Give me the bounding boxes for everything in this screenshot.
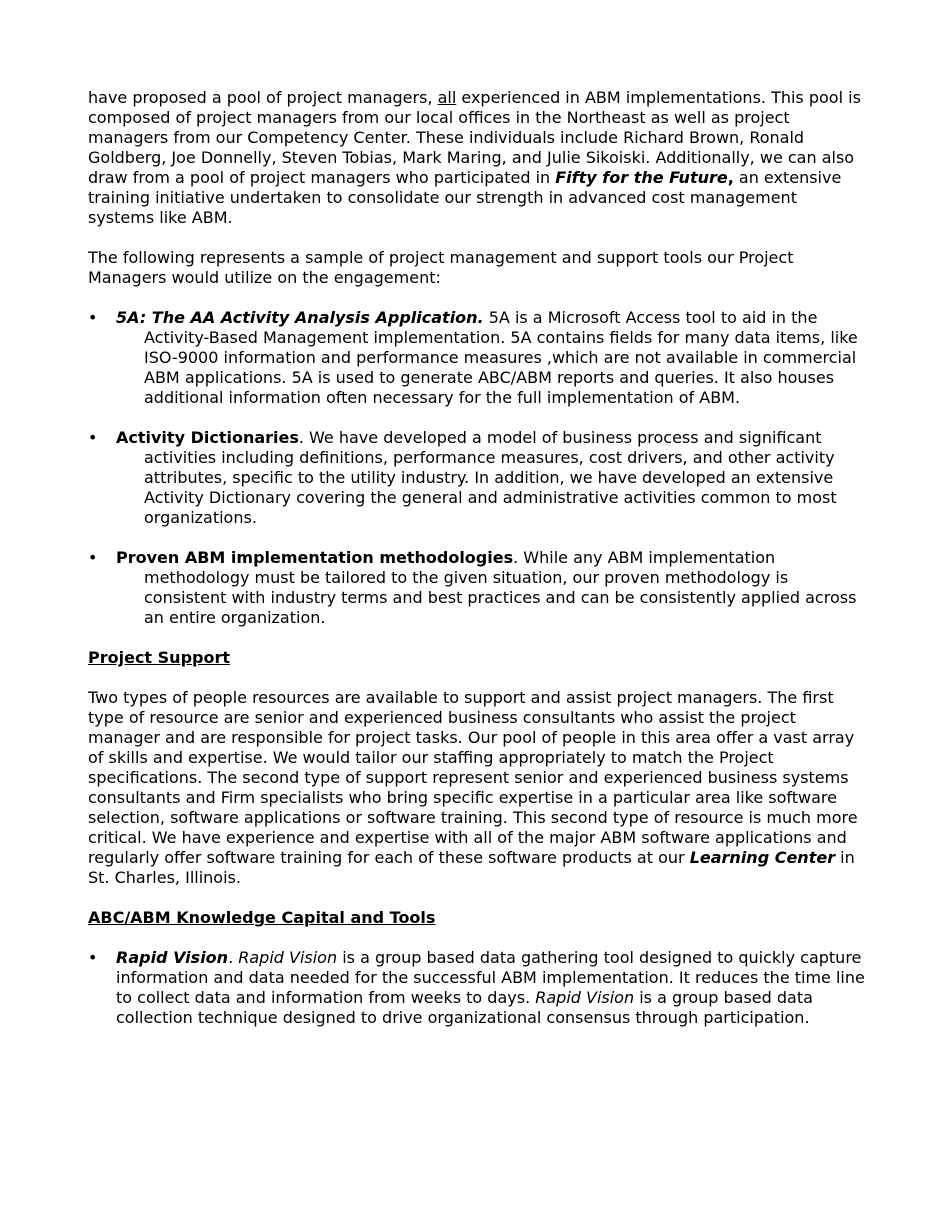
bullet-icon: •	[88, 428, 98, 447]
tool-item-5a	[88, 308, 868, 408]
tools-intro-paragraph: The following represents a sample of project management and support tools our Project Managers would utilize on the engagement:	[88, 248, 794, 287]
intro-text-c: an extensive training initiative undertaken to consolidate our strength in advanced cost management systems like ABM.	[88, 168, 842, 227]
tool-title-activity-dictionaries: Activity Dictionaries	[116, 428, 299, 447]
rapid-vision-text-b: is a group based data gathering tool designed to quickly capture information and data needed for the successful ABM implementation. It reduces the time line to collect data and information from weeks to days.	[116, 948, 865, 1007]
intro-text-b: experienced in ABM implementations. This pool is composed of project managers from our local offices in the Northeast as well as project managers from our Competency Center. These individuals include Richard Brown, Ronald Goldberg, Joe Donnelly, Steven Tobias, Mark Maring, and Julie Sikoiski. Additionally, we can also draw from a pool of project managers who participated in	[88, 88, 861, 187]
tool-item-methodologies	[88, 548, 868, 628]
bullet-icon: •	[88, 948, 98, 967]
project-support-heading: Project Support	[88, 648, 230, 667]
intro-comma: ,	[727, 168, 734, 187]
document-page	[88, 88, 868, 1028]
bullet-icon: •	[88, 308, 98, 327]
bullet-icon: •	[88, 548, 98, 567]
rapid-vision-title: Rapid Vision	[116, 948, 229, 967]
fifty-for-the-future: Fifty for the Future	[555, 168, 728, 187]
tool-text-methodologies: . While any ABM implementation methodology must be tailored to the given situation, our proven methodology is consistent with industry terms and best practices and can be consistently applied across an entire organization.	[144, 548, 857, 627]
knowledge-capital-heading: ABC/ABM Knowledge Capital and Tools	[88, 908, 436, 927]
rapid-vision-italic-1: Rapid Vision	[238, 948, 338, 967]
tool-item-rapid-vision	[88, 948, 868, 1028]
tool-title-5a: 5A: The AA Activity Analysis Application.	[116, 308, 484, 327]
learning-center: Learning Center	[689, 848, 836, 867]
tool-item-activity-dictionaries	[88, 428, 868, 528]
project-support-text-b: in St. Charles, Illinois.	[88, 848, 855, 887]
intro-paragraph	[88, 88, 868, 228]
project-support-paragraph	[88, 688, 868, 888]
project-support-text-a: Two types of people resources are available to support and assist project managers. The first type of resource are senior and experienced business consultants who assist the project manager and are responsible for project tasks. Our pool of people in this area offer a vast array of skills and expertise. We would tailor our staffing appropriately to match the Project specifications. The second type of support represent senior and experienced business systems consultants and Firm specialists who bring specific expertise in a particular area like software selection, software applications or software training. This second type of resource is much more critical. We have experience and expertise with all of the major ABM software applications and regularly offer software training for each of these software products at our	[88, 688, 858, 867]
tool-text-activity-dictionaries: . We have developed a model of business process and significant activities including definitions, performance measures, cost drivers, and other activity attributes, specific to the utility industry. In addition, we have developed an extensive Activity Dictionary covering the general and administrative activities common to most organizations.	[144, 428, 837, 527]
intro-all-underlined: all	[437, 88, 457, 107]
tool-text-5a: 5A is a Microsoft Access tool to aid in the Activity-Based Management implementation. 5A contains fields for many data items, like ISO-9000 information and performance measures ,which are not available in commercial ABM applications. 5A is used to generate ABC/ABM reports and queries. It also houses additional information often necessary for the full implementation of ABM.	[144, 308, 858, 407]
rapid-vision-italic-2: Rapid Vision	[535, 988, 635, 1007]
intro-text-a: have proposed a pool of project managers,	[88, 88, 438, 107]
rapid-vision-text-a: .	[228, 948, 239, 967]
rapid-vision-text-c: is a group based data collection technique designed to drive organizational consensus through participation.	[116, 988, 813, 1027]
tool-title-methodologies: Proven ABM implementation methodologies	[116, 548, 514, 567]
